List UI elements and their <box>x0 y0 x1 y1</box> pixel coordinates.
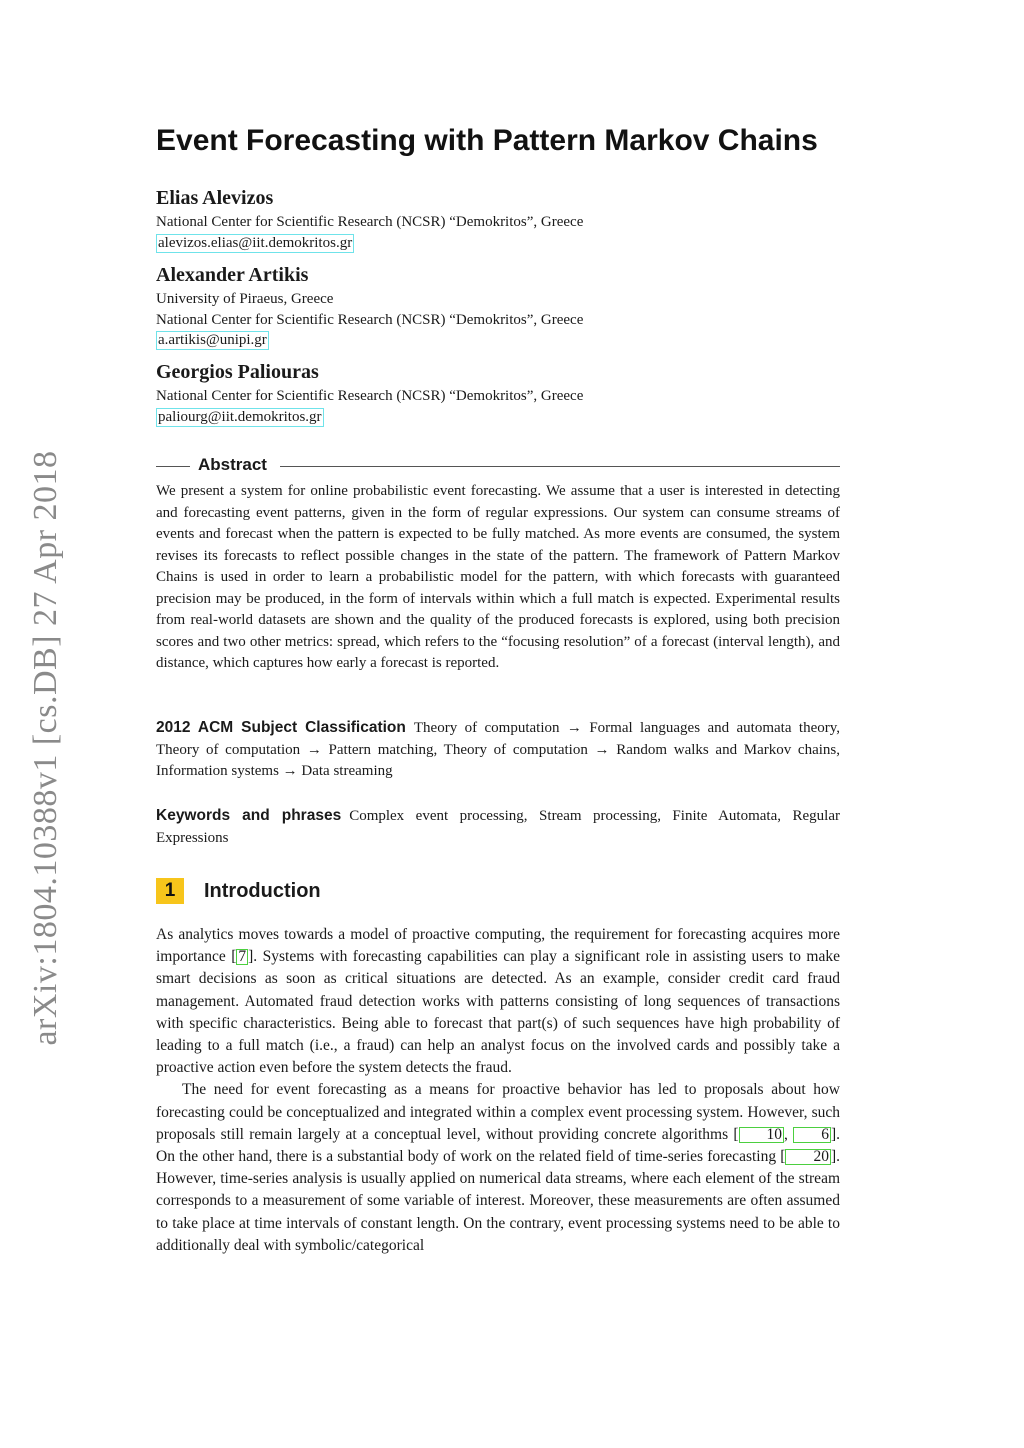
intro-text: As analytics moves towards a model of proactive computing, the requirement for forecasting acquires more importance [ <box>156 926 840 966</box>
intro-paragraph-1 <box>156 924 840 1079</box>
author-block-3 <box>156 360 583 427</box>
intro-text: ]. However, time-series analysis is usually applied on numerical data streams, where each element of the stream corresponds to a measurement of some variable of interest. Moreover, these measurements are often assumed to take place at time intervals of constant length. On the contrary, event processing systems need to be able to additionally deal with symbolic/categorical <box>156 1148 840 1254</box>
acm-classification-label: 2012 ACM Subject Classification <box>156 719 406 736</box>
acm-classification-text: Theory of computation → Formal languages and automata theory, Theory of computation → Pattern matching, Theory of computation → Random walks and Markov chains, Information systems → Data streaming <box>156 720 840 779</box>
abstract-rule-left <box>156 466 190 467</box>
intro-paragraph-2 <box>156 1079 840 1257</box>
abstract-text: We present a system for online probabilistic event forecasting. We assume that a user is interested in detecting and forecasting event patterns, given in the form of regular expressions. Our system can consume streams of events and forecast when the pattern is expected to be fully matched. As more events are consumed, the system revises its forecasts to reflect possible changes in the state of the pattern. The framework of Pattern Markov Chains is used in order to learn a probabilistic model for the pattern, with which forecasts with guaranteed precision may be produced, in the form of intervals within which a full match is expected. Experimental results from real-world datasets are shown and the quality of the produced forecasts is explored, using both precision scores and two other metrics: spread, which refers to the “focusing resolution” of a forecast (interval length), and distance, which captures how early a forecast is reported. <box>156 483 840 671</box>
author-email-link[interactable]: paliourg@iit.demokritos.gr <box>158 408 322 425</box>
citation-link[interactable]: 20 <box>785 1149 831 1165</box>
author-affiliation: National Center for Scientific Research (NCSR) “Demokritos”, Greece <box>156 388 584 404</box>
author-email-link[interactable]: a.artikis@unipi.gr <box>158 332 267 348</box>
arxiv-identifier: arXiv:1804.10388v1 [cs.DB] 27 Apr 2018 <box>27 450 64 1046</box>
author-affiliation: University of Piraeus, Greece <box>156 291 334 307</box>
author-name: Alexander Artikis <box>156 264 309 286</box>
intro-text: The need for event forecasting as a means for proactive behavior has led to proposals about how forecasting could be conceptualized and integrated within a complex event processing system. However, such proposals still remain largely at a conceptual level, without providing concrete algorithms [ <box>156 1081 840 1143</box>
citation-separator: , <box>784 1125 794 1143</box>
intro-text: ]. On the other hand, there is a substantial body of work on the related field of time-series forecasting [ <box>156 1125 840 1166</box>
author-block-1 <box>156 186 583 253</box>
author-name: Elias Alevizos <box>156 187 274 209</box>
keywords-text: Complex event processing, Stream processing, Finite Automata, Regular Expressions <box>156 808 840 846</box>
abstract-heading-label: Abstract <box>198 455 267 474</box>
author-block-2 <box>156 263 583 350</box>
introduction-body <box>156 924 840 1257</box>
author-email-link[interactable]: alevizos.elias@iit.demokritos.gr <box>158 234 353 251</box>
keywords <box>156 805 840 849</box>
keywords-label: Keywords and phrases <box>156 807 342 824</box>
citation-link[interactable]: 6 <box>793 1127 831 1143</box>
citation-link[interactable]: 7 <box>238 948 247 966</box>
citation-link[interactable]: 10 <box>739 1127 785 1143</box>
author-affiliation: National Center for Scientific Research (NCSR) “Demokritos”, Greece <box>156 214 584 230</box>
author-affiliation: National Center for Scientific Research (NCSR) “Demokritos”, Greece <box>156 311 584 328</box>
intro-text: ]. Systems with forecasting capabilities can play a significant role in assisting users to make smart decisions as soon as critical situations are detected. As an example, consider credit card fraud management. Automated fraud detection works with patterns consisting of long sequences of transactions with specific characteristics. Being able to forecast that part(s) of such sequences have high probability of leading to a full match (i.e., a fraud) can help an analyst focus on the involved cards and possibly take a proactive action even before the system detects the fraud. <box>156 948 840 1077</box>
author-name: Georgios Paliouras <box>156 361 319 383</box>
section-title: Introduction <box>204 880 321 902</box>
acm-classification <box>156 717 840 783</box>
abstract-heading <box>156 456 840 476</box>
section-number-badge: 1 <box>156 878 184 904</box>
abstract-rule-right <box>280 466 840 467</box>
paper-title: Event Forecasting with Pattern Markov Chains <box>156 124 818 157</box>
